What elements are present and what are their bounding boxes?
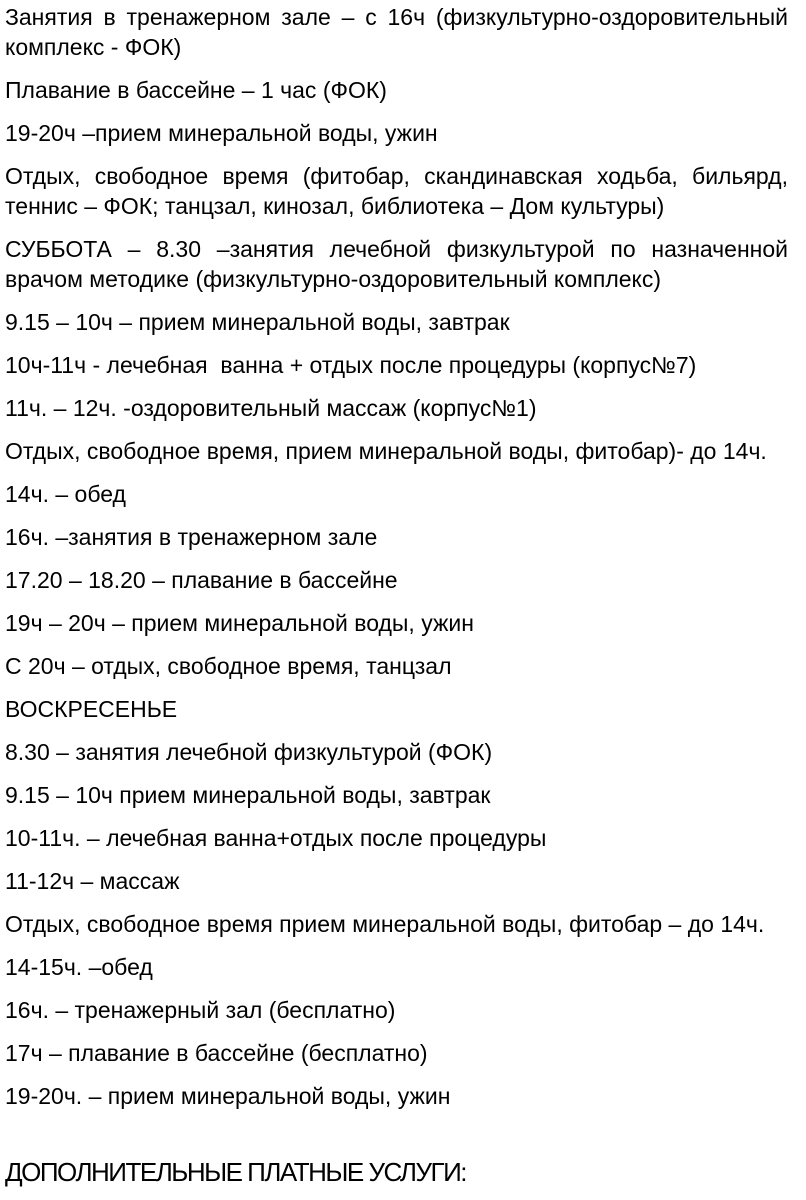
schedule-line: 10ч-11ч - лечебная ванна + отдых после процедуры (корпус№7) — [5, 352, 697, 378]
schedule-paragraph — [5, 737, 788, 767]
schedule-line: 17ч – плавание в бассейне (бесплатно) — [5, 1040, 428, 1066]
schedule-line: 16ч. – тренажерный зал (бесплатно) — [5, 997, 396, 1023]
schedule-line: 9.15 – 10ч прием минеральной воды, завтрак — [5, 782, 491, 808]
schedule-line: 14-15ч. –обед — [5, 954, 153, 980]
schedule-paragraph — [5, 1081, 788, 1111]
schedule-line: 11ч. – 12ч. -оздоровительный массаж (корпус№1) — [5, 395, 537, 421]
schedule-paragraph — [5, 118, 788, 148]
schedule-line: 19-20ч –прием минеральной воды, ужин — [5, 120, 438, 146]
schedule-paragraph — [5, 1038, 788, 1068]
schedule-line: 11-12ч – массаж — [5, 868, 180, 894]
schedule-line: Плавание в бассейне – 1 час (ФОК) — [5, 77, 387, 103]
schedule-paragraph — [5, 780, 788, 810]
schedule-line: ВОСКРЕСЕНЬЕ — [5, 696, 178, 722]
schedule-paragraph — [5, 694, 788, 724]
schedule-paragraph — [5, 823, 788, 853]
schedule-line: теннис – ФОК; танцзал, кинозал, библиотека – Дом культуры) — [5, 193, 665, 219]
schedule-line: врачом методике (физкультурно-оздоровительный комплекс) — [5, 266, 662, 292]
schedule-line: комплекс - ФОК) — [5, 34, 182, 60]
schedule-paragraph — [5, 565, 788, 595]
schedule-paragraph — [5, 436, 788, 466]
schedule-text-block — [5, 2, 788, 1187]
schedule-paragraph — [5, 161, 788, 221]
schedule-paragraph — [5, 234, 788, 294]
schedule-line: Занятия в тренажерном зале – с 16ч (физкультурно-оздоровительный — [5, 4, 788, 30]
schedule-line: 10-11ч. – лечебная ванна+отдых после процедуры — [5, 825, 547, 851]
schedule-line: Отдых, свободное время, прием минеральной воды, фитобар)- до 14ч. — [5, 438, 767, 464]
schedule-paragraph — [5, 952, 788, 982]
schedule-paragraphs — [5, 2, 788, 1111]
schedule-paragraph — [5, 479, 788, 509]
schedule-paragraph — [5, 2, 788, 62]
schedule-line: С 20ч – отдых, свободное время, танцзал — [5, 653, 452, 679]
schedule-paragraph — [5, 866, 788, 896]
section-heading: ДОПОЛНИТЕЛЬНЫЕ ПЛАТНЫЕ УСЛУГИ: — [5, 1157, 466, 1187]
schedule-line: 19ч – 20ч – прием минеральной воды, ужин — [5, 610, 474, 636]
schedule-line: Отдых, свободное время прием минеральной воды, фитобар – до 14ч. — [5, 911, 765, 937]
schedule-paragraph — [5, 75, 788, 105]
schedule-paragraph — [5, 651, 788, 681]
schedule-line: 8.30 – занятия лечебной физкультурой (ФОК) — [5, 739, 493, 765]
schedule-paragraph — [5, 608, 788, 638]
schedule-line: 14ч. – обед — [5, 481, 126, 507]
schedule-line: СУББОТА – 8.30 –занятия лечебной физкультурой по назначенной — [5, 236, 788, 262]
schedule-paragraph — [5, 393, 788, 423]
schedule-line: 19-20ч. – прием минеральной воды, ужин — [5, 1083, 451, 1109]
schedule-paragraph — [5, 350, 788, 380]
schedule-paragraph — [5, 522, 788, 552]
schedule-paragraph — [5, 307, 788, 337]
schedule-line: 17.20 – 18.20 – плавание в бассейне — [5, 567, 398, 593]
schedule-line: 16ч. –занятия в тренажерном зале — [5, 524, 378, 550]
schedule-line: Отдых, свободное время (фитобар, скандинавская ходьба, бильярд, — [5, 163, 788, 189]
schedule-paragraph — [5, 995, 788, 1025]
schedule-line: 9.15 – 10ч – прием минеральной воды, завтрак — [5, 309, 510, 335]
schedule-paragraph — [5, 909, 788, 939]
